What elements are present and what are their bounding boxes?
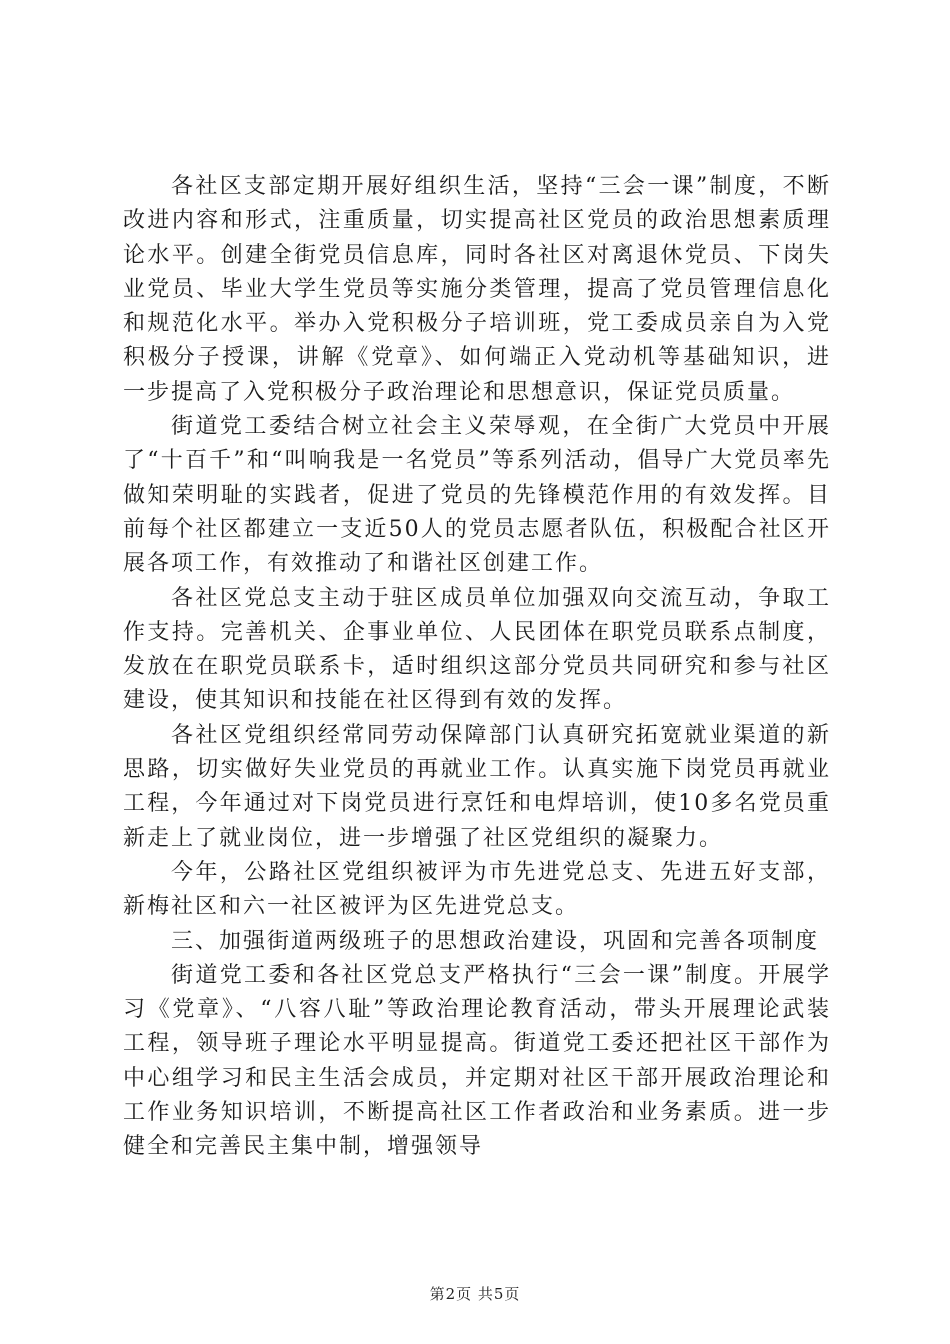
paragraph-reemployment: 各社区党组织经常同劳动保障部门认真研究拓宽就业渠道的新思路，切实做好失业党员的再就业工作。认真实施下岗党员再就业工程，今年通过对下岗党员进行烹饪和电焊培训，使10多名党员重新走上了就业岗位，进一步增强了社区党组织的凝聚力。 [123,722,831,851]
page-footer: 第2页 共5页 [429,1285,521,1303]
paragraph-party-branch-life: 各社区支部定期开展好组织生活，坚持“三会一课”制度，不断改进内容和形式，注重质量，切实提高社区党员的政治思想素质理论水平。创建全街党员信息库，同时各社区对离退休党员、下岗失业党员、毕业大学生党员等实施分类管理，提高了党员管理信息化和规范化水平。举办入党积极分子培训班，党工委成员亲自为入党积极分子授课，讲解《党章》、如何端正入党动机等基础知识，进一步提高了入党积极分子政治理论和思想意识，保证党员质量。 [123,174,831,405]
section-heading-three: 三、加强街道两级班子的思想政治建设，巩固和完善各项制度 [171,928,820,954]
paragraph-honor-activities: 街道党工委结合树立社会主义荣辱观，在全街广大党员中开展了“十百千”和“叫响我是一名党员”等系列活动，倡导广大党员率先做知荣明耻的实践者，促进了党员的先锋模范作用的有效发挥。目前每个社区都建立一支近50人的党员志愿者队伍，积极配合社区开展各项工作，有效推动了和谐社区创建工作。 [123,414,831,577]
document-body [123,170,831,1165]
paragraph-leadership-building: 街道党工委和各社区党总支严格执行“三会一课”制度。开展学习《党章》、“八容八耻”等政治理论教育活动，带头开展理论武装工程，领导班子理论水平明显提高。街道党工委还把社区干部作为中心组学习和民主生活会成员，并定期对社区干部开展政治理论和工作业务知识培训，不断提高社区工作者政治和业务素质。进一步健全和完善民主集中制，增强领导 [123,962,831,1160]
paragraph-awards: 今年，公路社区党组织被评为市先进党总支、先进五好支部，新梅社区和六一社区被评为区先进党总支。 [123,859,831,920]
paragraph-unit-exchange: 各社区党总支主动于驻区成员单位加强双向交流互动，争取工作支持。完善机关、企事业单位、人民团体在职党员联系点制度，发放在在职党员联系卡，适时组织这部分党员共同研究和参与社区建设，使其知识和技能在社区得到有效的发挥。 [123,585,831,714]
